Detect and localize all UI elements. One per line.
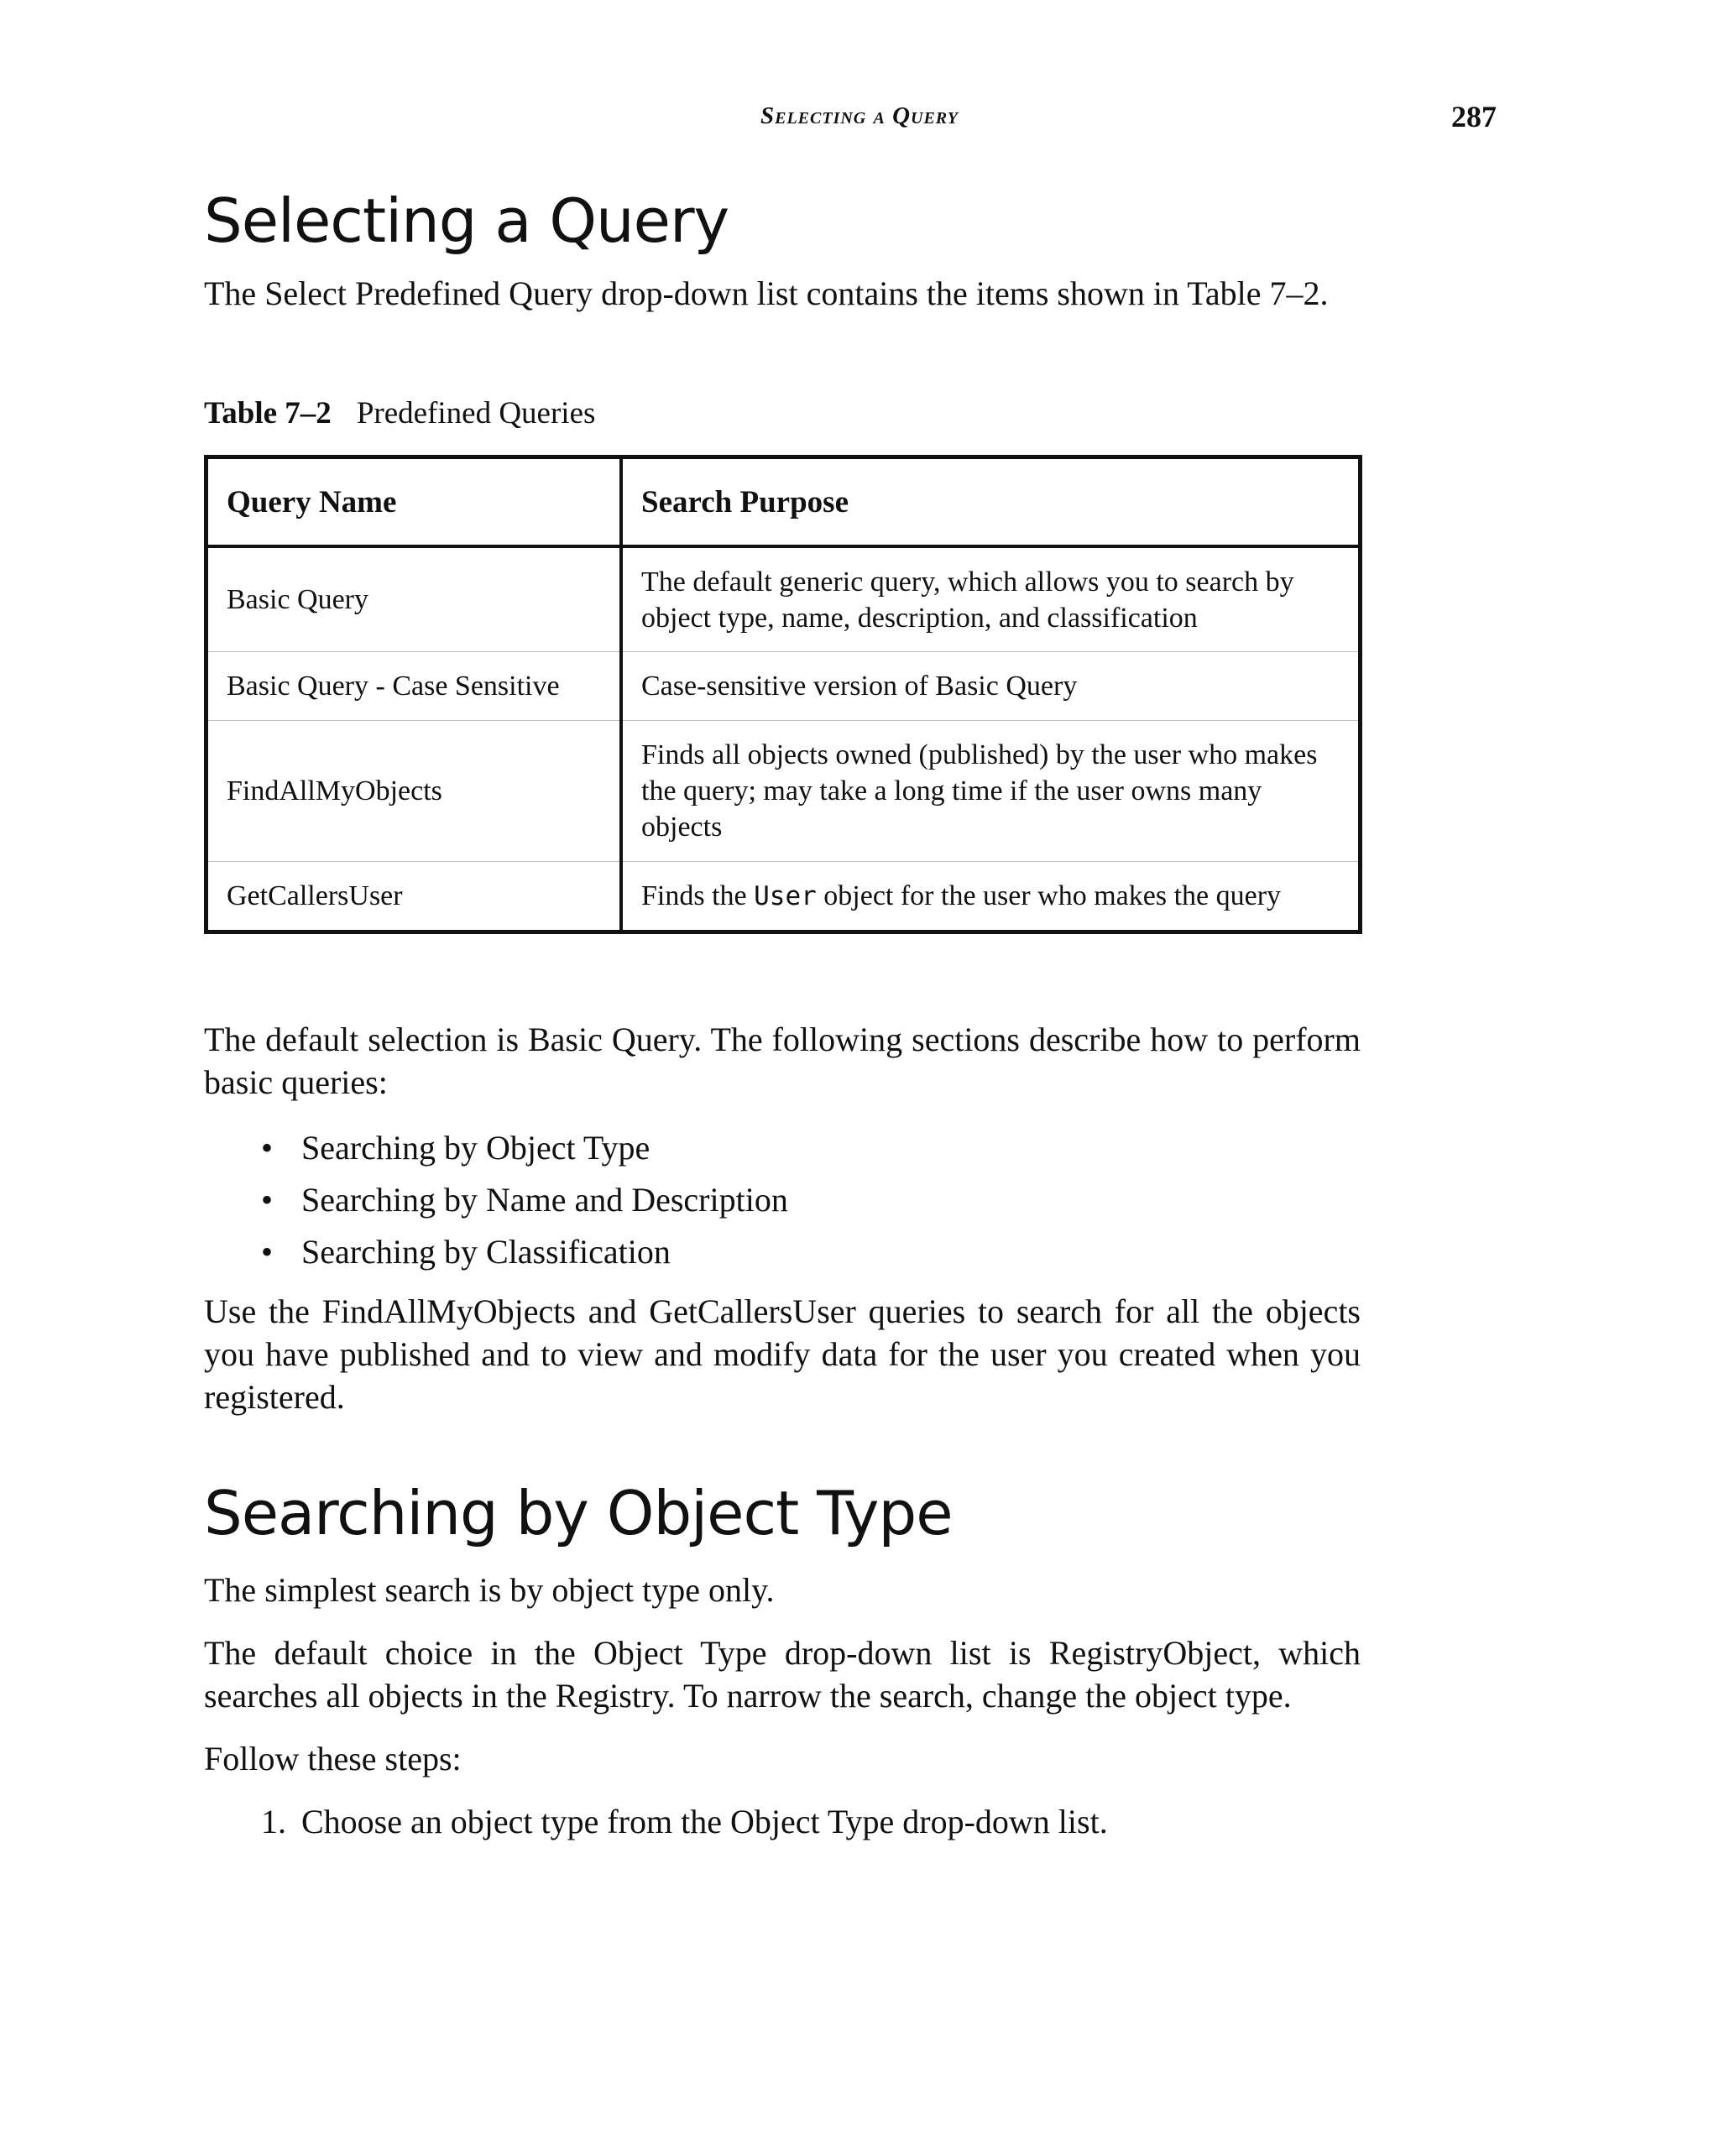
list-item <box>261 1122 1361 1174</box>
query-name-cell: Basic Query - Case Sensitive <box>206 652 622 721</box>
simplest-search-paragraph: The simplest search is by object type only. <box>204 1570 775 1609</box>
follow-steps-paragraph: Follow these steps: <box>204 1739 462 1778</box>
section-title-searching-object-type: Searching by Object Type <box>204 1478 953 1549</box>
table-row <box>206 546 1361 652</box>
table-row <box>206 652 1361 721</box>
page-number: 287 <box>1451 100 1497 133</box>
steps-list <box>204 1800 1361 1843</box>
table-caption-label: Table 7–2 <box>204 396 332 431</box>
purpose-text-after: object for the user who makes the query <box>816 880 1282 911</box>
table-row <box>206 721 1361 862</box>
table-caption-text: Predefined Queries <box>356 396 596 431</box>
list-item-text: Searching by Name and Description <box>301 1181 788 1219</box>
table-caption <box>204 394 1361 433</box>
column-header-search-purpose: Search Purpose <box>621 457 1361 547</box>
purpose-text-before: Finds the <box>641 880 755 911</box>
column-header-query-name: Query Name <box>206 457 622 547</box>
default-choice-paragraph: The default choice in the Object Type drop-down list is RegistryObject, which searches all objects in the Registry. To narrow the search, change the object type. <box>204 1633 1361 1715</box>
search-purpose-cell: Finds all objects owned (published) by the user who makes the query; may take a long time if the user owns many objects <box>621 721 1361 862</box>
main-content <box>204 185 1361 1843</box>
list-item-text: Searching by Object Type <box>301 1129 651 1167</box>
step-item <box>261 1800 1361 1843</box>
table-header-row <box>206 457 1361 547</box>
predefined-queries-table <box>204 455 1362 934</box>
bullet-icon: • <box>261 1129 274 1167</box>
step-number: 1. <box>261 1802 286 1840</box>
code-user: User <box>754 880 817 911</box>
bullet-icon: • <box>261 1233 274 1271</box>
step-text: Choose an object type from the Object Type drop-down list. <box>301 1802 1108 1840</box>
query-name-cell: GetCallersUser <box>206 862 622 932</box>
search-purpose-cell: The default generic query, which allows you to search by object type, name, description, and classification <box>641 566 1294 634</box>
list-item <box>261 1174 1361 1226</box>
list-item-text: Searching by Classification <box>301 1233 671 1271</box>
running-title: Selecting a Query <box>760 102 959 129</box>
bullet-icon: • <box>261 1181 274 1219</box>
section-title-selecting-query: Selecting a Query <box>204 185 729 256</box>
list-item <box>261 1226 1361 1278</box>
search-purpose-cell: Case-sensitive version of Basic Query <box>621 652 1361 721</box>
search-purpose-cell <box>621 862 1361 932</box>
default-selection-paragraph: The default selection is Basic Query. The following sections describe how to perform basic queries: <box>204 1021 1361 1102</box>
query-name-cell: Basic Query <box>206 546 622 652</box>
table-row <box>206 862 1361 932</box>
running-header <box>0 99 1719 141</box>
query-name-cell: FindAllMyObjects <box>206 721 622 862</box>
use-queries-paragraph: Use the FindAllMyObjects and GetCallersUser queries to search for all the objects you have published and to view and modify data for the user you created when you registered. <box>204 1292 1361 1417</box>
query-sections-list <box>204 1122 1361 1278</box>
intro-paragraph: The Select Predefined Query drop-down list contains the items shown in Table 7–2. <box>204 274 1329 313</box>
